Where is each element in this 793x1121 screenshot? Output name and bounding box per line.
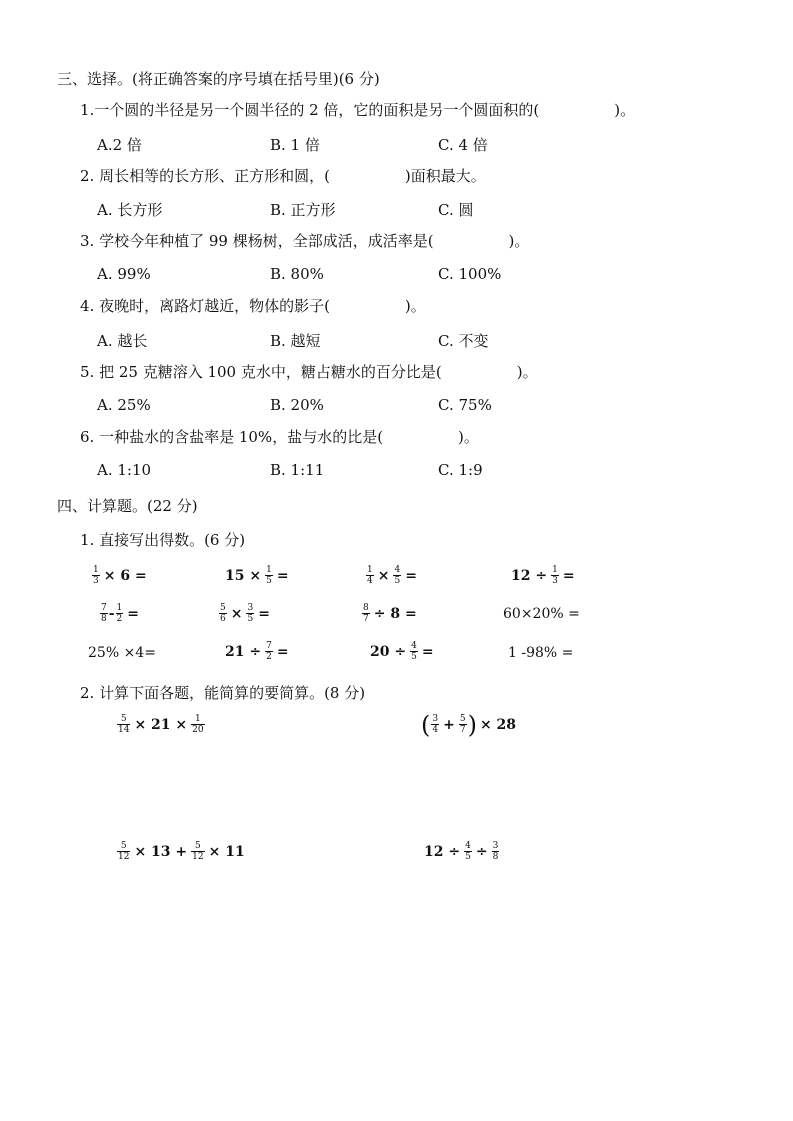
q6-option-c: C. 1:9 [438, 461, 483, 479]
q5-option-b: B. 20% [270, 396, 324, 414]
calc-r3-d: 1 -98% = [508, 645, 574, 661]
fraction: $\frac{3}{5}$ [247, 603, 254, 624]
calc-r1-b: 15 × $\frac{1}{5}$ = [225, 565, 289, 586]
question-4: 4. 夜晚时，离路灯越近，物体的影子( )。 [80, 297, 426, 315]
fraction: $\frac{7}{8}$ [101, 603, 107, 624]
question-2: 2. 周长相等的长方形、正方形和圆，( )面积最大。 [80, 167, 486, 185]
q1-option-a: A.2 倍 [97, 136, 142, 154]
question-5: 5. 把 25 克糖溶入 100 克水中，糖占糖水的百分比是( )。 [80, 363, 538, 381]
fraction: $\frac{3}{8}$ [492, 841, 499, 862]
calc-r2-b: $\frac{5}{6}$ × $\frac{3}{5}$ = [220, 603, 270, 624]
q4-option-c: C. 不变 [438, 332, 489, 350]
q2-option-a: A. 长方形 [97, 201, 163, 219]
calc-r2-c: $\frac{8}{7}$ ÷ 8 = [363, 603, 417, 624]
question-6: 6. 一种盐水的含盐率是 10%，盐与水的比是( )。 [80, 428, 479, 446]
fraction: $\frac{1}{5}$ [266, 565, 272, 586]
q2-option-c: C. 圆 [438, 201, 474, 219]
q4-option-a: A. 越长 [97, 332, 148, 350]
fraction: $\frac{5}{14}$ [118, 714, 130, 735]
section-4-title: 四、计算题。(22 分) [57, 497, 198, 515]
fraction: $\frac{5}{7}$ [459, 714, 466, 735]
question-1: 1.一个圆的半径是另一个圆半径的 2 倍，它的面积是另一个圆面积的( )。 [80, 101, 636, 119]
calc-r3-b: 21 ÷ $\frac{7}{2}$ = [225, 641, 289, 662]
fraction: $\frac{5}{12}$ [118, 841, 130, 862]
q3-option-a: A. 99% [97, 265, 151, 283]
q4-option-b: B. 越短 [270, 332, 321, 350]
fraction: $\frac{4}{5}$ [465, 841, 471, 862]
fraction: $\frac{4}{5}$ [394, 565, 401, 586]
part-1-title: 1. 直接写出得数。(6 分) [80, 531, 246, 549]
part-2-title: 2. 计算下面各题，能简算的要简算。(8 分) [80, 684, 366, 702]
calc-r1-c: $\frac{1}{4}$ × $\frac{4}{5}$ = [367, 565, 417, 586]
q3-option-b: B. 80% [270, 265, 324, 283]
fraction: $\frac{3}{4}$ [432, 714, 439, 735]
q5-option-c: C. 75% [438, 396, 492, 414]
expr-2: ( $\frac{3}{4}$ + $\frac{5}{7}$ ) × 28 [421, 710, 517, 739]
fraction: $\frac{1}{3}$ [552, 565, 558, 586]
expr-3: $\frac{5}{12}$ × 13 + $\frac{5}{12}$ × 11 [118, 841, 245, 862]
question-3: 3. 学校今年种植了 99 棵杨树，全部成活，成活率是( )。 [80, 232, 530, 250]
fraction: $\frac{5}{12}$ [192, 841, 204, 862]
fraction: $\frac{1}{2}$ [116, 603, 123, 624]
q1-option-b: B. 1 倍 [270, 136, 320, 154]
section-3-title: 三、选择。(将正确答案的序号填在括号里)(6 分) [57, 70, 380, 88]
fraction: $\frac{1}{3}$ [93, 565, 99, 586]
q3-option-c: C. 100% [438, 265, 502, 283]
q2-option-b: B. 正方形 [270, 201, 336, 219]
fraction: $\frac{5}{6}$ [220, 603, 226, 624]
q5-option-a: A. 25% [97, 396, 151, 414]
fraction: $\frac{8}{7}$ [363, 603, 369, 624]
fraction: $\frac{4}{5}$ [411, 641, 417, 662]
fraction: $\frac{1}{20}$ [192, 714, 204, 735]
calc-r1-a: $\frac{1}{3}$ × 6 = [93, 565, 147, 586]
q6-option-a: A. 1:10 [97, 461, 152, 479]
expr-4: 12 ÷ $\frac{4}{5}$ ÷ $\frac{3}{8}$ [424, 841, 499, 862]
q6-option-b: B. 1:11 [270, 461, 325, 479]
calc-r3-a: 25% ×4= [88, 645, 156, 661]
fraction: $\frac{7}{2}$ [266, 641, 272, 662]
fraction: $\frac{1}{4}$ [367, 565, 373, 586]
q1-option-c: C. 4 倍 [438, 136, 488, 154]
calc-r2-a: $\frac{7}{8}$ - $\frac{1}{2}$ = [101, 603, 140, 624]
calc-r3-c: 20 ÷ $\frac{4}{5}$ = [370, 641, 434, 662]
calc-r1-d: 12 ÷ $\frac{1}{3}$ = [511, 565, 575, 586]
expr-1: $\frac{5}{14}$ × 21 × $\frac{1}{20}$ [118, 714, 204, 735]
calc-r2-d: 60×20% = [503, 606, 580, 622]
